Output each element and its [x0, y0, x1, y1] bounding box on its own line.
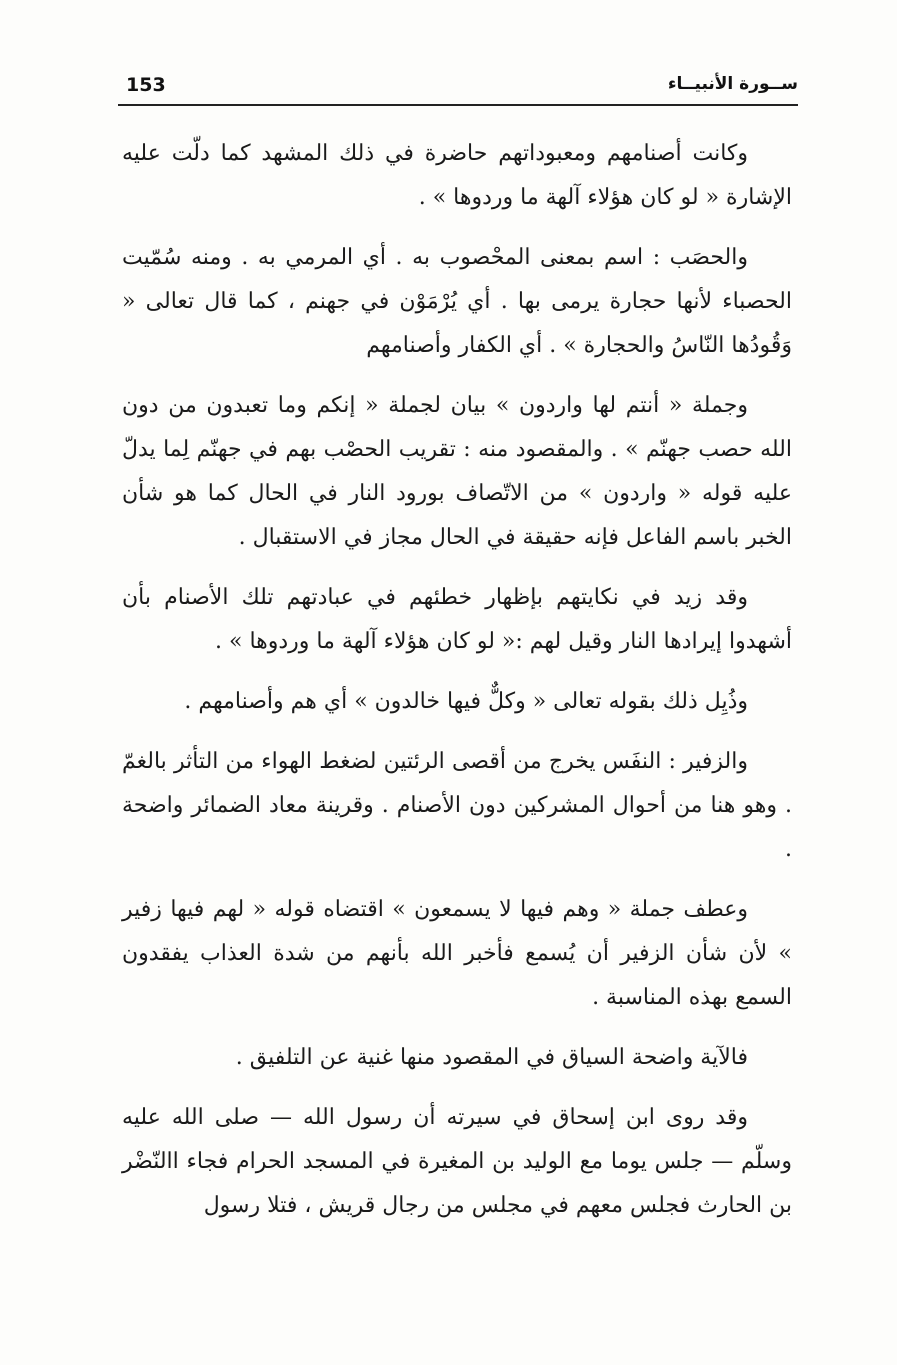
- paragraph: وقد زيد في نكايتهم بإظهار خطئهم في عبادتهم تلك الأصنام بأن أشهدوا إيرادها النار وقيل لهم :« لو كان هؤلاء آلهة ما وردوها » .: [122, 585, 792, 654]
- body-text: [122, 132, 792, 1244]
- paragraph: وقد روى ابن إسحاق في سيرته أن رسول الله — صلى الله عليه وسلّم — جلس يوما مع الوليد بن المغيرة في المسجد الحرام فجاء االنّضْر بن الحارث فجلس معهم في مجلس من رجال قريش ، فتلا رسول: [122, 1105, 792, 1218]
- paragraph: وجملة « أنتم لها واردون » بيان لجملة « إنكم وما تعبدون من دون الله حصب جهنّم » . والمقصود منه : تقريب الحصْب بهم في جهنّم لِما يدلّ عليه قوله « واردون » من الاتّصاف بورود النار في الحال كما هو شأن الخبر باسم الفاعل فإنه حقيقة في الحال مجاز في الاستقبال .: [122, 393, 792, 550]
- paragraph: وذُيِل ذلك بقوله تعالى « وكلٌّ فيها خالدون » أي هم وأصنامهم .: [184, 689, 748, 714]
- paragraph: والزفير : النفَس يخرج من أقصى الرئتين لضغط الهواء من التأثر بالغمّ . وهو هنا من أحوال المشركين دون الأصنام . وقرينة معاد الضمائر واضحة .: [122, 749, 792, 862]
- page-number: 153: [126, 74, 166, 96]
- paragraph: وكانت أصنامهم ومعبوداتهم حاضرة في ذلك المشهد كما دلّت عليه الإشارة « لو كان هؤلاء آلهة ما وردوها » .: [122, 141, 792, 210]
- paragraph: وعطف جملة « وهم فيها لا يسمعون » اقتضاه قوله « لهم فيها زفير » لأن شأن الزفير أن يُسمع فأخبر الله بأنهم من شدة العذاب يفقدون السمع بهذه المناسبة .: [122, 897, 792, 1010]
- header-divider: [118, 104, 798, 106]
- paragraph: فالآية واضحة السياق في المقصود منها غنية عن التلفيق .: [235, 1045, 748, 1070]
- page-header: [118, 74, 798, 104]
- paragraph: والحصَب : اسم بمعنى المحْصوب به . أي المرمي به . ومنه سُمّيت الحصباء لأنها حجارة يرمى بها . أي يُرْمَوْن في جهنم ، كما قال تعالى « وَقُودُها النّاسُ والحجارة » . أي الكفار وأصنامهم: [122, 245, 792, 358]
- running-title: ســورة الأنبيــاء: [667, 74, 798, 94]
